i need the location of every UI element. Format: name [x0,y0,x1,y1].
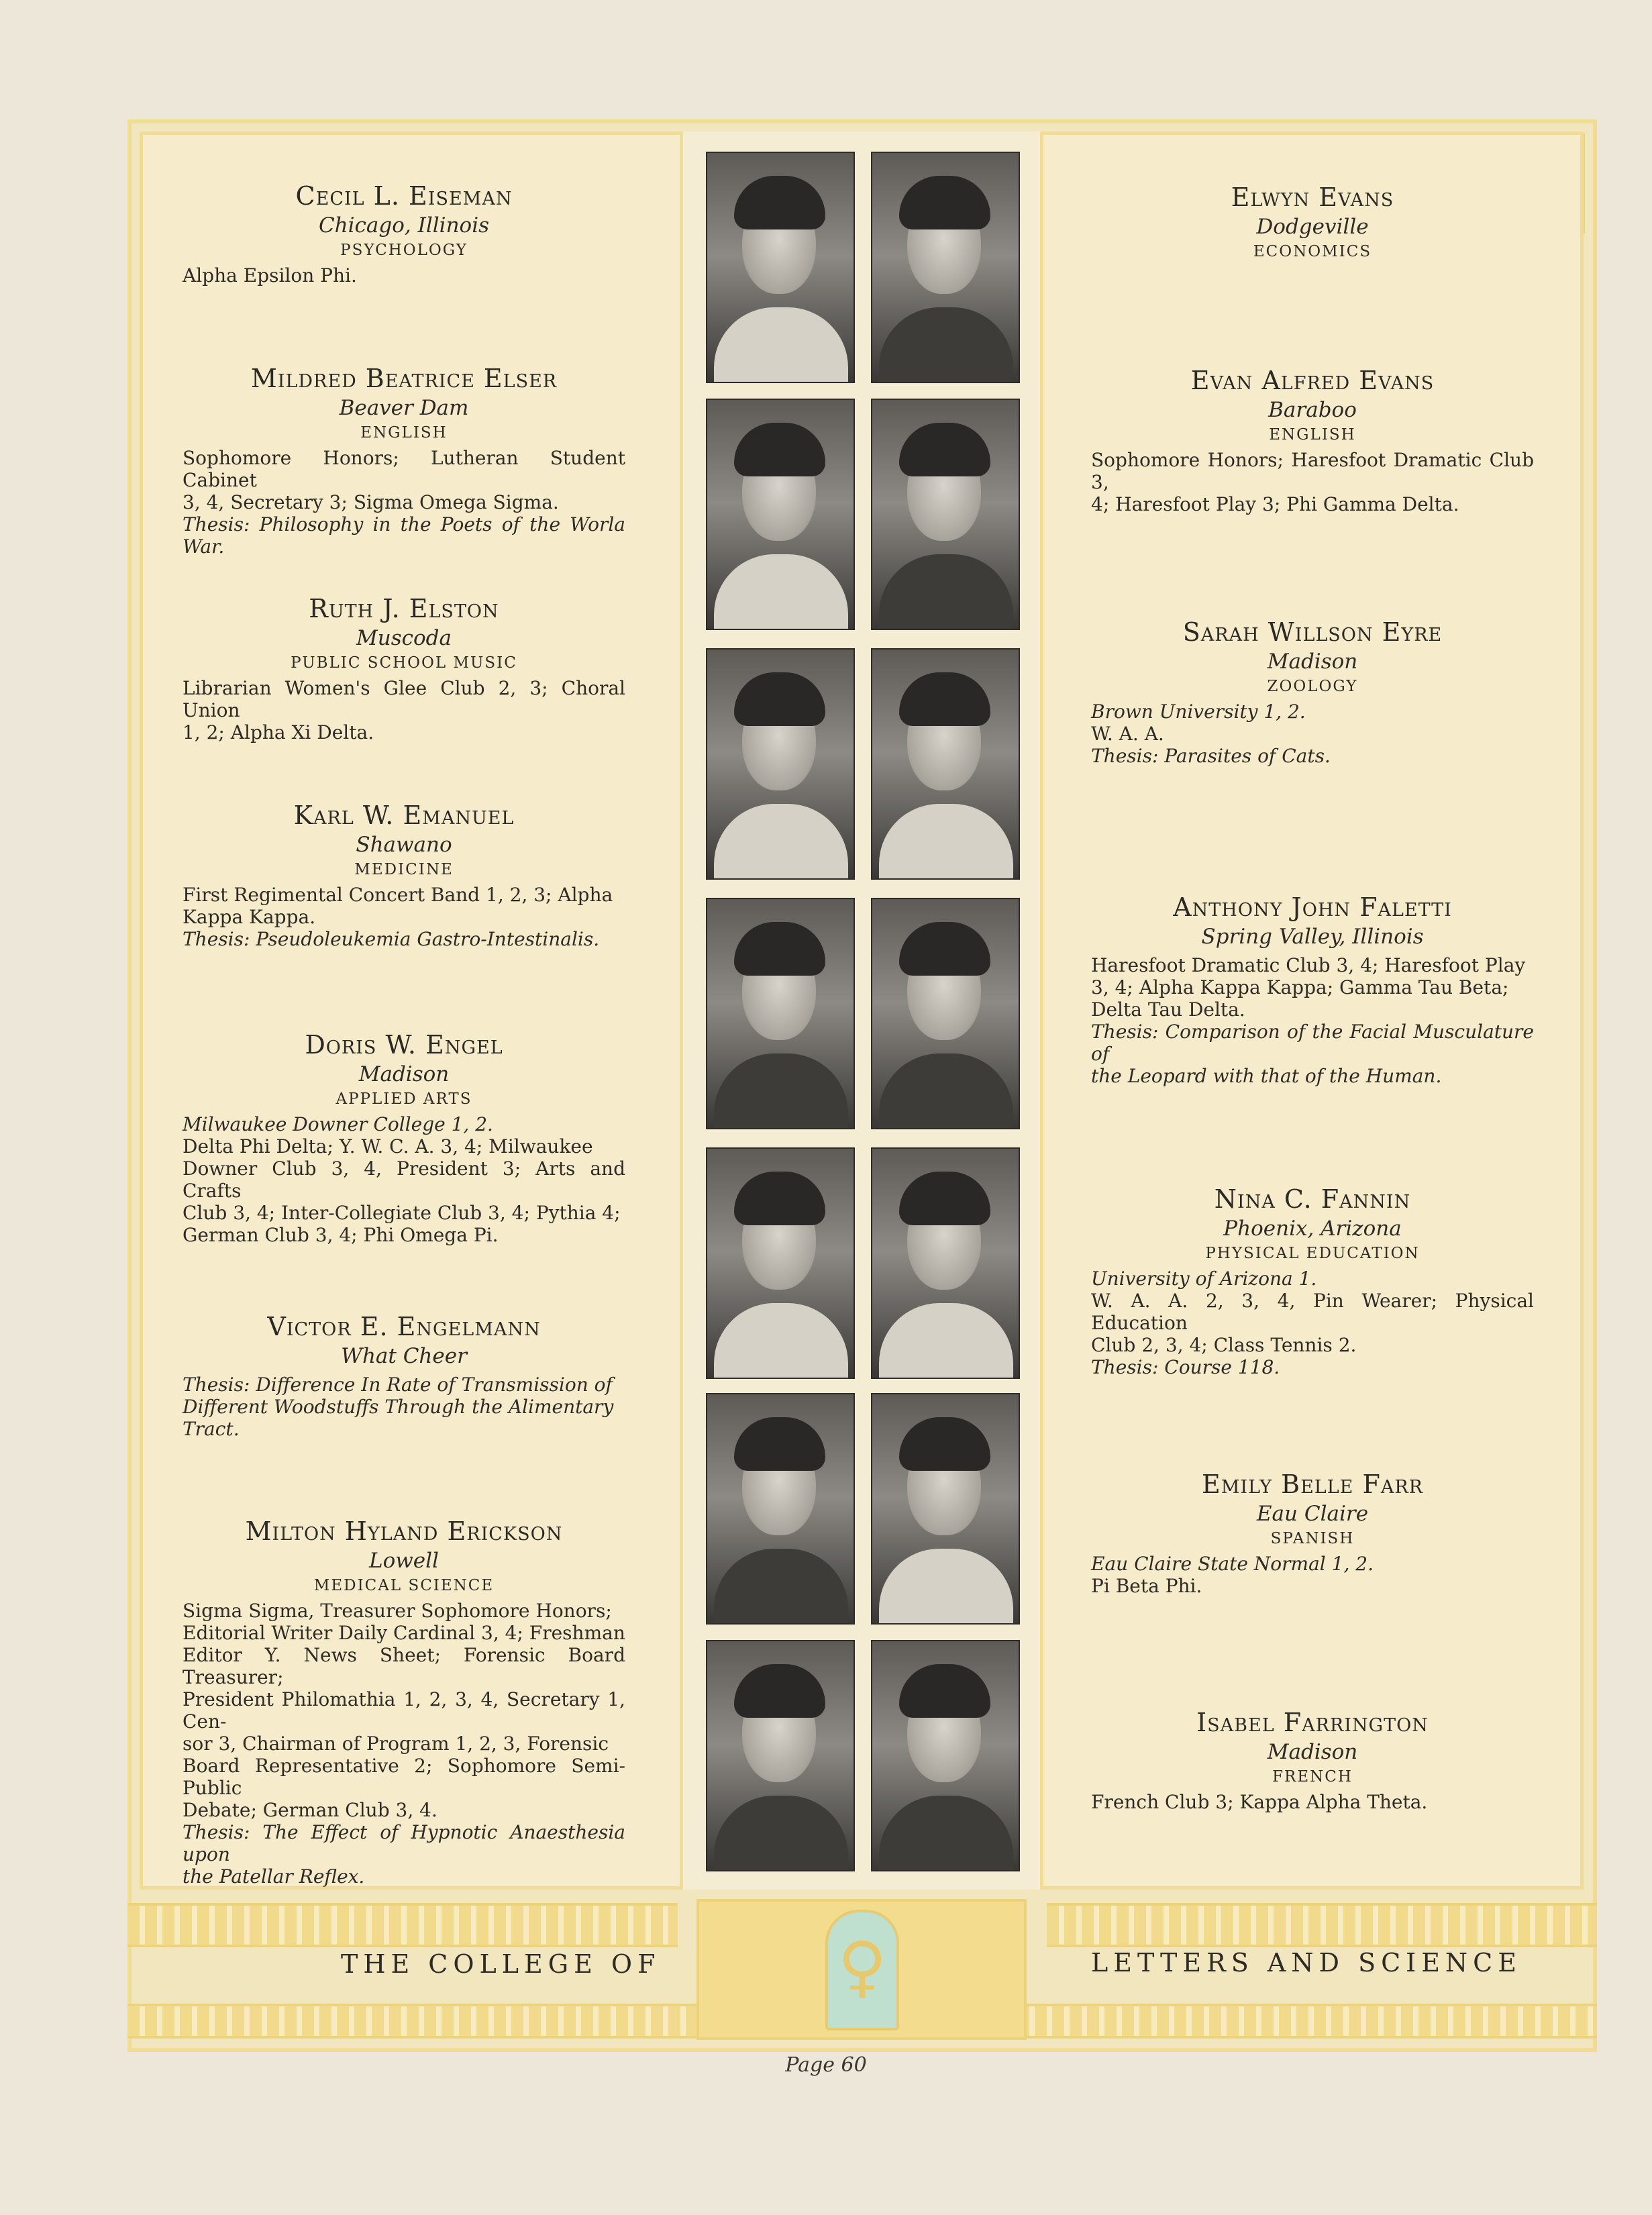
student-name: Nina C. Fannin [1214,1184,1411,1214]
banner-strip-right-upper [1047,1903,1597,1947]
student-entry [183,801,625,950]
student-major: PHYSICAL EDUCATION [1205,1245,1420,1262]
student-hometown: Chicago, Illinois [318,213,490,238]
student-thesis-line: Brown University 1, 2. [1091,701,1306,723]
student-portrait [871,1640,1020,1871]
portrait-body [714,1303,848,1379]
student-entry [183,181,625,287]
student-hometown: Madison [1267,1740,1358,1764]
student-activity-line: Pi Beta Phi. [1091,1575,1202,1597]
portrait-body [714,1053,848,1129]
student-portrait [871,152,1020,383]
student-entry [1091,1470,1534,1597]
student-activity-line: Sophomore Honors; Haresfoot Dramatic Club 3, [1091,449,1534,493]
student-portrait [706,1393,855,1625]
student-thesis-line: the Leopard with that of the Human. [1091,1065,1442,1087]
portrait-body [879,1053,1013,1129]
portrait-body [714,554,848,630]
student-activity-line: Club 3, 4; Inter-Collegiate Club 3, 4; Pythia 4; [183,1202,621,1224]
student-name: Ruth J. Elston [309,594,499,623]
student-hometown: Spring Valley, Illinois [1201,925,1424,949]
student-name: Karl W. Emanuel [293,801,515,830]
student-name: Isabel Farrington [1196,1708,1429,1737]
student-name: Elwyn Evans [1231,183,1394,212]
student-entry [1091,617,1534,767]
student-name: Victor E. Engelmann [267,1312,541,1341]
student-portrait [706,898,855,1129]
student-entry [183,1516,625,1888]
student-activity-line: Editorial Writer Daily Cardinal 3, 4; Freshman [183,1622,625,1644]
student-portrait [706,152,855,383]
student-activity-line: Debate; German Club 3, 4. [183,1799,437,1821]
banner-right-text: LETTERS AND SCIENCE [1091,1948,1522,1977]
student-thesis-line: Different Woodstuffs Through the Alimentary [183,1396,614,1418]
student-hometown: Eau Claire [1256,1502,1369,1526]
portrait-body [714,307,848,383]
student-hometown: Madison [1267,650,1358,674]
student-hometown: Muscoda [356,626,452,650]
student-portrait [706,648,855,880]
student-activity-line: Editor Y. News Sheet; Forensic Board Treasurer; [183,1644,625,1688]
student-name: Emily Belle Farr [1202,1470,1423,1499]
portrait-hair [899,1417,990,1471]
student-activity-line: Alpha Epsilon Phi. [183,264,357,287]
student-thesis-line: University of Arizona 1. [1091,1268,1317,1290]
student-activity-line: 4; Haresfoot Play 3; Phi Gamma Delta. [1091,493,1459,515]
student-entry [1091,1708,1534,1813]
student-hometown: Beaver Dam [339,396,469,420]
student-portrait [871,898,1020,1129]
portrait-hair [899,672,990,726]
student-thesis-line: the Patellar Reflex. [183,1865,365,1888]
portrait-hair [734,672,825,726]
student-thesis-line: Thesis: Philosophy in the Poets of the Worla War. [183,513,625,558]
portrait-body [879,307,1013,383]
student-portrait [706,1147,855,1379]
student-entry [1091,366,1534,515]
page-number: Page 60 [785,2053,867,2077]
center-ornament [696,1899,1027,2040]
student-activity-line: First Regimental Concert Band 1, 2, 3; Alpha [183,884,613,906]
student-portrait [706,1640,855,1871]
student-activity-line: W. A. A. [1091,723,1164,745]
student-major: MEDICAL SCIENCE [313,1577,495,1594]
student-activity-line: German Club 3, 4; Phi Omega Pi. [183,1224,499,1246]
portrait-hair [899,1664,990,1718]
student-hometown: Baraboo [1268,398,1357,422]
banner-strip-left-upper [127,1903,678,1947]
student-portrait [871,648,1020,880]
student-name: Doris W. Engel [305,1030,503,1060]
portrait-hair [899,176,990,229]
student-thesis-line: Milwaukee Downer College 1, 2. [183,1113,493,1135]
student-name: Mildred Beatrice Elser [250,364,558,393]
student-major: ZOOLOGY [1267,678,1358,695]
student-major: ENGLISH [360,424,448,442]
student-hometown: Dodgeville [1256,215,1369,239]
student-activity-line: Kappa Kappa. [183,906,316,928]
student-portrait [706,399,855,630]
student-major: FRENCH [1272,1768,1353,1786]
student-name: Cecil L. Eiseman [295,181,513,211]
student-entry [183,594,625,743]
student-entry [1091,1184,1534,1378]
student-hometown: Madison [358,1062,450,1086]
portrait-hair [734,922,825,976]
portrait-body [714,1549,848,1625]
portrait-body [714,804,848,880]
student-activity-line: Downer Club 3, 4, President 3; Arts and Crafts [183,1157,625,1202]
student-name: Sarah Willson Eyre [1182,617,1443,647]
portrait-hair [734,423,825,476]
student-thesis-line: Thesis: The Effect of Hypnotic Anaesthesia upon [183,1821,625,1865]
student-portrait [871,399,1020,630]
portrait-body [879,1303,1013,1379]
student-entry [183,364,625,558]
student-activity-line: French Club 3; Kappa Alpha Theta. [1091,1791,1428,1813]
student-name: Milton Hyland Erickson [245,1516,563,1546]
student-thesis-line: Thesis: Difference In Rate of Transmission of [183,1374,613,1396]
portrait-hair [734,1417,825,1471]
student-activity-line: Sophomore Honors; Lutheran Student Cabinet [183,447,625,491]
student-major: MEDICINE [354,861,454,878]
portrait-hair [899,1172,990,1225]
portrait-hair [899,922,990,976]
student-entry [183,1030,625,1246]
student-activity-line: Delta Tau Delta. [1091,998,1245,1021]
student-thesis-line: Eau Claire State Normal 1, 2. [1091,1553,1374,1575]
student-activity-line: 1, 2; Alpha Xi Delta. [183,721,374,743]
student-thesis-line: Thesis: Pseudoleukemia Gastro-Intestinalis. [183,928,600,950]
student-activity-line: President Philomathia 1, 2, 3, 4, Secretary 1, Cen- [183,1688,625,1733]
student-major: ECONOMICS [1253,243,1372,260]
student-activity-line: Sigma Sigma, Treasurer Sophomore Honors; [183,1600,612,1622]
student-activity-line: Board Representative 2; Sophomore Semi-Public [183,1755,625,1799]
student-name: Evan Alfred Evans [1190,366,1435,395]
student-name: Anthony John Faletti [1173,892,1452,922]
student-entry [1091,892,1534,1087]
student-hometown: Phoenix, Arizona [1223,1217,1402,1241]
student-hometown: Shawano [356,833,452,857]
student-activity-line: 3, 4; Alpha Kappa Kappa; Gamma Tau Beta; [1091,976,1509,998]
student-hometown: Lowell [369,1549,439,1573]
portrait-body [879,554,1013,630]
student-thesis-line: Thesis: Parasites of Cats. [1091,745,1331,767]
portrait-body [879,1549,1013,1625]
student-major: SPANISH [1270,1530,1355,1547]
student-thesis-line: Thesis: Course 118. [1091,1356,1280,1378]
student-activity-line: Haresfoot Dramatic Club 3, 4; Haresfoot Play [1091,954,1526,976]
student-activity-line: 3, 4, Secretary 3; Sigma Omega Sigma. [183,491,559,513]
student-thesis-line: Thesis: Comparison of the Facial Musculature of [1091,1021,1534,1065]
student-major: PUBLIC SCHOOL MUSIC [291,654,517,672]
student-hometown: What Cheer [341,1344,467,1368]
student-activity-line: Delta Phi Delta; Y. W. C. A. 3, 4; Milwaukee [183,1135,593,1157]
portrait-body [879,804,1013,880]
student-activity-line: Librarian Women's Glee Club 2, 3; Choral Union [183,677,625,721]
portrait-body [714,1796,848,1871]
banner-left-text: THE COLLEGE OF [341,1949,661,1979]
portrait-hair [734,176,825,229]
portrait-body [879,1796,1013,1871]
student-activity-line: sor 3, Chairman of Program 1, 2, 3, Forensic [183,1733,609,1755]
student-thesis-line: Tract. [183,1418,240,1440]
student-portrait [871,1393,1020,1625]
student-activity-line: Club 2, 3, 4; Class Tennis 2. [1091,1334,1357,1356]
portrait-hair [899,423,990,476]
portrait-hair [734,1172,825,1225]
statue-figure-icon [825,1910,899,2030]
student-portrait [871,1147,1020,1379]
student-major: PSYCHOLOGY [340,242,468,259]
student-activity-line: W. A. A. 2, 3, 4, Pin Wearer; Physical Education [1091,1290,1534,1334]
student-entry [183,1312,625,1440]
student-major: ENGLISH [1269,426,1356,444]
student-major: APPLIED ARTS [335,1090,472,1108]
portrait-hair [734,1664,825,1718]
student-entry [1091,183,1534,266]
